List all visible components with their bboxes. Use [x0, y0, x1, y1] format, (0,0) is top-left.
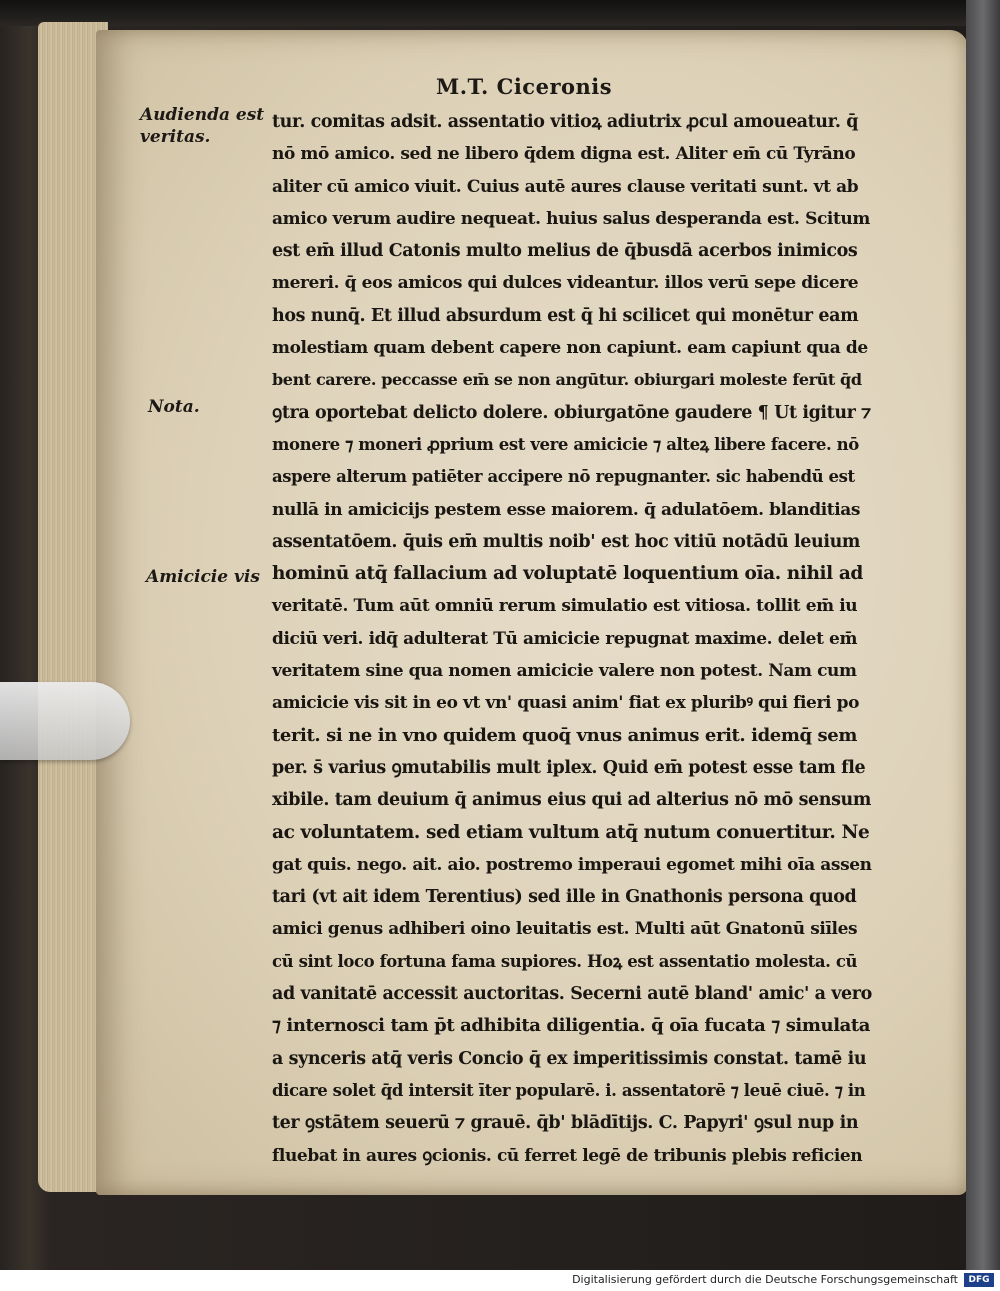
page-holder-strip: [0, 682, 130, 760]
text-line: nullā in amicicijs pestem esse maiorem. q̄ adulatōem. blanditias: [272, 499, 861, 520]
body-text: [272, 106, 872, 1172]
text-line: bent carere. peccasse em̄ se non angūtur. obiurgari moleste ferūt q̄d: [272, 370, 862, 390]
text-line: a synceris atq̄ veris Concio q̄ ex imperitissimis constat. tamē iu: [272, 1048, 867, 1069]
text-line: hominū atq̄ fallacium ad voluptatē loquentium oīa. nihil ad: [272, 563, 863, 585]
text-line: amicicie vis sit in eo vt vn' quasi anim' fiat ex pluribꝰ qui fieri po: [272, 693, 860, 714]
text-line: per. s̄ varius ꝯmutabilis mult iplex. Quid em̄ potest esse tam fle: [272, 757, 866, 778]
book-cover-edge: [966, 0, 1000, 1270]
marginal-note-1-line2: veritas.: [140, 127, 211, 147]
text-line: terit. si ne in vno quidem quoq̄ vnus animus erit. idemq̄ sem: [272, 724, 857, 746]
text-line: dicare solet q̄d intersit īter popularē. i. assentatorē ⁊ leuē ciuē. ⁊ in: [272, 1080, 866, 1100]
text-line: amici genus adhiberi oino leuitatis est. Multi aūt Gnatonū siīles: [272, 919, 858, 940]
text-line: fluebat in aures ꝯcionis. cū ferret legē de tribunis plebis reficien: [272, 1145, 863, 1166]
marginal-note-2-line1: Nota.: [148, 397, 200, 417]
text-line: amico verum audire nequeat. huius salus desperanda est. Scitum: [272, 208, 870, 229]
text-line: tur. comitas adsit. assentatio vitioꝝ adiutrix ꝓcul amoueatur. q̄: [272, 112, 859, 132]
text-line: mereri. q̄ eos amicos qui dulces videantur. illos verū sepe dicere: [272, 273, 859, 294]
scanner-top-edge: [0, 0, 1000, 26]
text-line: ꝯtra oportebat delicto dolere. obiurgatōne gaudere ¶ Ut igitur ⁊: [272, 402, 871, 423]
text-line: veritatē. Tum aūt omniū rerum simulatio est vitiosa. tollit em̄ iu: [272, 596, 858, 617]
text-line: hos nunq̄. Et illud absurdum est q̄ hi scilicet qui monētur eam: [272, 305, 859, 326]
marginal-note-2: [148, 396, 200, 418]
text-line: aliter cū amico viuit. Cuius autē aures clause veritati sunt. vt ab: [272, 176, 859, 197]
text-line: ad vanitatē accessit auctoritas. Secerni autē bland' amic' a vero: [272, 984, 872, 1005]
text-line: assentatōem. q̄uis em̄ multis noib' est hoc vitiū notādū leuium: [272, 531, 861, 552]
text-line: monere ⁊ moneri ꝓprium est vere amicicie ⁊ alteꝝ libere facere. nō: [272, 434, 859, 454]
footer-bar: [0, 1270, 1000, 1291]
text-line: gat quis. nego. ait. aio. postremo imperaui egomet mihi oīa assen: [272, 854, 872, 875]
page-header: M.T. Ciceronis: [436, 74, 613, 99]
text-line: est em̄ illud Catonis multo melius de q̄busdā acerbos inimicos: [272, 241, 858, 262]
text-line: molestiam quam debent capere non capiunt. eam capiunt qua de: [272, 338, 868, 359]
text-line: tari (vt ait idem Terentius) sed ille in Gnathonis persona quod: [272, 887, 857, 908]
text-line: ac voluntatem. sed etiam vultum atq̄ nutum conuertitur. Ne: [272, 821, 870, 843]
funding-credit: Digitalisierung gefördert durch die Deutsche Forschungsgemeinschaft: [572, 1273, 958, 1286]
marginal-note-3: [146, 566, 260, 588]
text-line: ⁊ internosci tam p̄t adhibita diligentia. q̄ oīa fucata ⁊ simulata: [272, 1015, 871, 1037]
text-line: nō mō amico. sed ne libero q̄dem digna est. Aliter em̄ cū Tyrāno: [272, 144, 856, 165]
dfg-logo: DFG: [964, 1273, 994, 1287]
text-line: diciū veri. idq̄ adulterat Tū amicicie repugnat maxime. delet em̄: [272, 628, 858, 649]
text-line: cū sint loco fortuna fama supiores. Hoꝝ est assentatio molesta. cū: [272, 951, 858, 971]
text-line: xibile. tam deuium q̄ animus eius qui ad alterius nō mō sensum: [272, 790, 871, 811]
marginal-note-3-line1: Amicicie vis: [146, 567, 260, 587]
text-line: ter ꝯstātem seuerū ⁊ grauē. q̄b' blādītijs. C. Papyri' ꝯsul nup in: [272, 1113, 859, 1134]
text-line: aspere alterum patiēter accipere nō repugnanter. sic habendū est: [272, 467, 855, 487]
marginal-note-1: [140, 104, 264, 148]
text-line: veritatem sine qua nomen amicicie valere non potest. Nam cum: [272, 661, 857, 682]
marginal-note-1-line1: Audienda est: [140, 105, 265, 125]
